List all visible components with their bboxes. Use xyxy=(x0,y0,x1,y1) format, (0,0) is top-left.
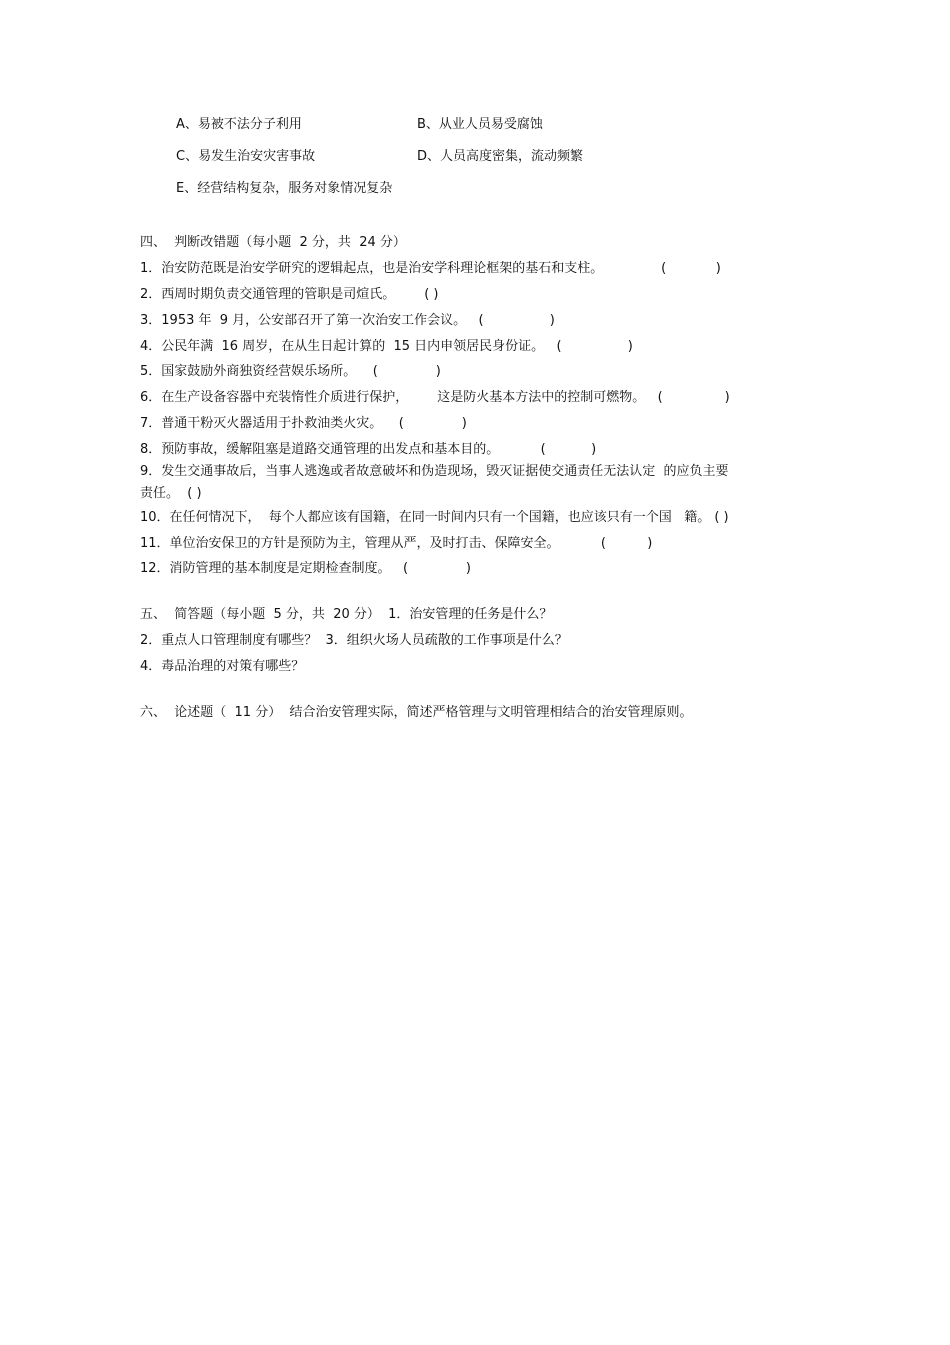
question-item: 1．治安防范既是治安学研究的逻辑起点，也是治安学科理论框架的基石和支柱。 ( ) xyxy=(140,261,721,276)
question-item: 3．1953 年 9 月，公安部召开了第一次治安工作会议。 ( ) xyxy=(140,313,555,328)
question-item-continuation: 责任。 ( ) xyxy=(140,486,202,501)
question-item: 6．在生产设备容器中充装惰性介质进行保护， 这是防火基本方法中的控制可燃物。 ( ) xyxy=(140,390,730,405)
option-a: A、易被不法分子利用 xyxy=(176,117,302,132)
question-item: 4．公民年满 16 周岁，在从生日起计算的 15 日内申领居民身份证。 ( ) xyxy=(140,339,633,354)
question-item: 5．国家鼓励外商独资经营娱乐场所。 ( ) xyxy=(140,364,441,379)
question-item: 8．预防事故，缓解阻塞是道路交通管理的出发点和基本目的。 ( ) xyxy=(140,442,597,457)
section-4-heading: 四、 判断改错题（每小题 2 分，共 24 分） xyxy=(140,235,406,250)
question-item: 10．在任何情况下， 每个人都应该有国籍，在同一时间内只有一个国籍，也应该只有一个国 籍。 ( ) xyxy=(140,510,729,525)
section-6-heading: 六、 论述题（ 11 分） 结合治安管理实际，简述严格管理与文明管理相结合的治安管理原则。 xyxy=(140,705,693,720)
option-e: E、经营结构复杂，服务对象情况复杂 xyxy=(176,181,393,196)
option-d: D、人员高度密集，流动频繁 xyxy=(417,149,584,164)
option-c: C、易发生治安灾害事故 xyxy=(176,149,316,164)
question-item: 11．单位治安保卫的方针是预防为主，管理从严，及时打击、保障安全。 ( ) xyxy=(140,536,653,551)
question-item: 2．西周时期负责交通管理的管职是司煊氏。 ( ) xyxy=(140,287,439,302)
section-5-line: 2．重点人口管理制度有哪些？ 3．组织火场人员疏散的工作事项是什么？ xyxy=(140,633,568,648)
section-5-heading: 五、 简答题（每小题 5 分，共 20 分） 1．治安管理的任务是什么？ xyxy=(140,607,553,622)
section-5-line: 4．毒品治理的对策有哪些？ xyxy=(140,659,305,674)
option-b: B、从业人员易受腐蚀 xyxy=(417,117,543,132)
question-item: 7．普通干粉灭火器适用于扑救油类火灾。 ( ) xyxy=(140,416,467,431)
question-item: 9．发生交通事故后，当事人逃逸或者故意破坏和伪造现场，毁灭证据使交通责任无法认定 的应负主要 xyxy=(140,464,729,479)
question-item: 12．消防管理的基本制度是定期检查制度。 ( ) xyxy=(140,561,471,576)
